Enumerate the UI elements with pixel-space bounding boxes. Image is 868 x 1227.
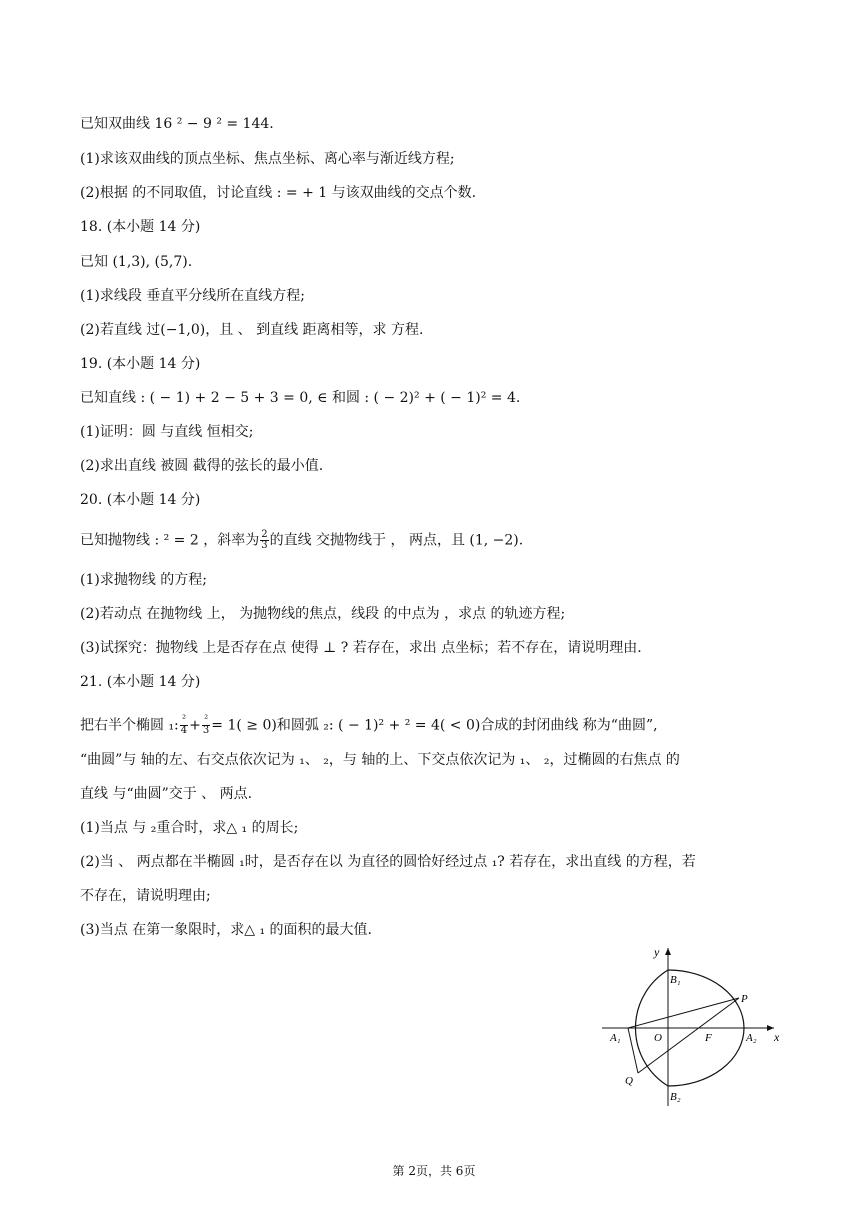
p21-stem1-part2: = 1( ≥ 0)和圆弧 ₂: ( − 1)² + ² = 4( < 0)合成的封闭曲线 称为“曲圆”, bbox=[211, 717, 658, 734]
label-q: Q bbox=[625, 1075, 633, 1087]
p20-head: 20. (本小题 14 分) bbox=[80, 492, 201, 508]
ellipse-fraction-y bbox=[202, 715, 210, 736]
p19-q1: (1)证明：圆 与直线 恒相交; bbox=[80, 424, 254, 440]
p21-q2b: 不存在，请说明理由; bbox=[80, 888, 211, 904]
label-f: F bbox=[705, 1032, 712, 1044]
slope-fraction bbox=[260, 530, 268, 551]
curve-figure bbox=[598, 940, 788, 1110]
p19-q2: (2)求出直线 被圆 截得的弦长的最小值. bbox=[80, 458, 324, 474]
label-b2: B₂ bbox=[670, 1091, 681, 1103]
ellipse-fraction-x bbox=[180, 715, 188, 736]
slope-denominator: 3 bbox=[261, 540, 268, 551]
ellipse-fraction-y-den: 3 bbox=[202, 725, 210, 736]
p18-q1: (1)求线段 垂直平分线所在直线方程; bbox=[80, 288, 305, 304]
y-axis-arrow bbox=[665, 948, 671, 955]
p20-q1: (1)求抛物线 的方程; bbox=[80, 572, 207, 588]
line-a1p bbox=[628, 998, 739, 1028]
p21-stem1-part1: 把右半个椭圆 ₁: bbox=[80, 717, 179, 734]
label-a2: A₂ bbox=[746, 1032, 757, 1044]
label-o: O bbox=[654, 1032, 662, 1044]
label-b1: B₁ bbox=[670, 974, 681, 986]
label-a1: A₁ bbox=[610, 1032, 621, 1044]
label-p: P bbox=[741, 993, 748, 1005]
p18-stem: 已知 (1,3), (5,7). bbox=[80, 254, 193, 270]
p21-q1: (1)当点 与 ₂重合时，求△ ₁ 的周长; bbox=[80, 820, 299, 836]
ellipse-plus: + bbox=[189, 717, 201, 734]
p17-q1: (1)求该双曲线的顶点坐标、焦点坐标、离心率与渐近线方程; bbox=[80, 151, 455, 167]
p19-head: 19. (本小题 14 分) bbox=[80, 356, 201, 372]
p18-q2: (2)若直线 过(−1,0)，且 、 到直线 距离相等，求 方程. bbox=[80, 322, 424, 338]
p21-stem1 bbox=[80, 715, 658, 736]
ellipse-fraction-x-den: 4 bbox=[180, 725, 188, 736]
page-footer: 第 2页，共 6页 bbox=[392, 1164, 476, 1178]
p19-stem: 已知直线 : ( − 1) + 2 − 5 + 3 = 0, ∈ 和圆 : ( − 2)² + ( − 1)² = 4. bbox=[80, 390, 521, 406]
p21-stem3: 直线 与“曲圆”交于 、 两点. bbox=[80, 786, 253, 802]
p18-head: 18. (本小题 14 分) bbox=[80, 219, 201, 235]
x-axis-arrow bbox=[767, 1025, 774, 1031]
p21-q3: (3)当点 在第一象限时，求△ ₁ 的面积的最大值. bbox=[80, 922, 373, 938]
p20-q2: (2)若动点 在抛物线 上， 为抛物线的焦点，线段 的中点为 ，求点 的轨迹方程; bbox=[80, 606, 566, 622]
ellipse-fraction-y-num: ² bbox=[202, 715, 210, 726]
p21-q2a: (2)当 、 两点都在半椭圆 ₁时，是否存在以 为直径的圆恰好经过点 ₁? 若存在，求出直线 的方程，若 bbox=[80, 854, 696, 870]
p20-stem-part1: 已知抛物线 : ² = 2 ，斜率为 bbox=[80, 532, 260, 549]
p21-stem2: “曲圆”与 轴的左、右交点依次记为 ₁、 ₂，与 轴的上、下交点依次记为 ₁、 ₂，过椭圆的右焦点 的 bbox=[80, 752, 680, 768]
p20-q3: (3)试探究：抛物线 上是否存在点 使得 ⊥ ? 若存在，求出 点坐标；若不存在，请说明理由. bbox=[80, 640, 642, 656]
p17-stem: 已知双曲线 16 ² − 9 ² = 144. bbox=[80, 116, 274, 132]
slope-numerator: 2 bbox=[261, 529, 268, 540]
p20-stem bbox=[80, 530, 523, 551]
p17-q2: (2)根据 的不同取值，讨论直线 : = + 1 与该双曲线的交点个数. bbox=[80, 185, 477, 201]
line-a1q bbox=[628, 1028, 638, 1073]
p20-stem-part2: 的直线 交抛物线于 ， 两点，且 (1, −2). bbox=[269, 532, 524, 549]
ellipse-fraction-x-num: ² bbox=[180, 715, 188, 726]
p21-head: 21. (本小题 14 分) bbox=[80, 674, 201, 690]
label-y: y bbox=[654, 945, 660, 959]
label-x: x bbox=[774, 1030, 780, 1044]
